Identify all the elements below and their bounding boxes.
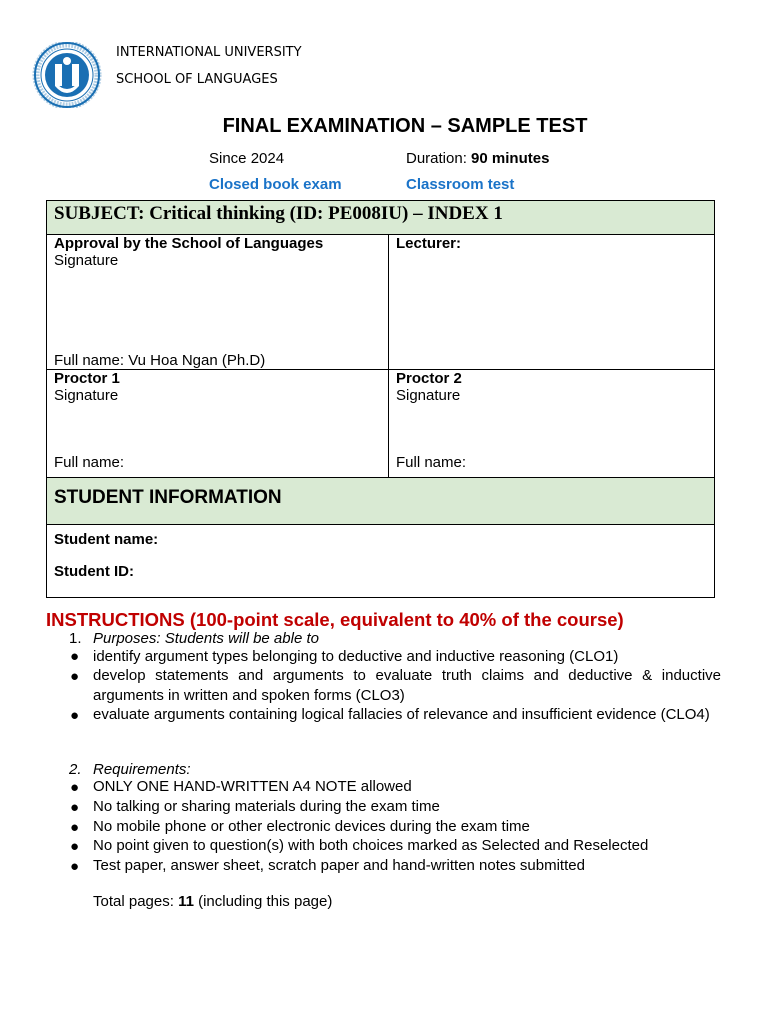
since-year: Since 2024 bbox=[209, 150, 285, 167]
purposes-label: Purposes: Students will be able to bbox=[93, 630, 319, 647]
instructions-title: INSTRUCTIONS (100-point scale, equivalent to 40% of the course) bbox=[46, 609, 624, 630]
total-pages-label: Total pages: bbox=[93, 893, 179, 910]
total-pages-value: 11 bbox=[178, 893, 194, 910]
total-pages bbox=[93, 892, 332, 912]
exam-type: Closed book exam bbox=[209, 176, 342, 193]
requirements-number: 2. bbox=[69, 761, 82, 778]
purposes-number: 1. bbox=[69, 630, 82, 647]
purpose-item: evaluate arguments containing logical fallacies of relevance and insufficient evidence (CLO4) bbox=[93, 706, 710, 723]
proctor1-heading: Proctor 1 bbox=[54, 370, 120, 387]
bullet-icon: ● bbox=[70, 668, 80, 685]
bullet-icon: ● bbox=[70, 819, 80, 836]
school-name: SCHOOL OF LANGUAGES bbox=[116, 72, 278, 87]
bullet-icon: ● bbox=[70, 779, 80, 796]
proctor2-signature: Signature bbox=[396, 387, 461, 404]
exam-info-table bbox=[46, 200, 715, 598]
duration bbox=[406, 150, 549, 167]
requirements-label: Requirements: bbox=[93, 761, 191, 778]
duration-label: Duration: bbox=[406, 150, 472, 167]
bullet-icon: ● bbox=[70, 707, 80, 724]
total-pages-suffix: (including this page) bbox=[193, 893, 333, 910]
proctor2-heading: Proctor 2 bbox=[396, 370, 462, 387]
lecturer-heading: Lecturer: bbox=[396, 235, 462, 252]
approval-heading: Approval by the School of Languages bbox=[54, 235, 324, 252]
proctor1-signature: Signature bbox=[54, 387, 119, 404]
exam-location: Classroom test bbox=[406, 176, 515, 193]
student-id-label: Student ID: bbox=[54, 563, 134, 580]
proctor1-fullname: Full name: bbox=[54, 454, 125, 471]
university-logo bbox=[32, 42, 102, 108]
bullet-icon: ● bbox=[70, 648, 80, 665]
approval-fullname: Full name: Vu Hoa Ngan (Ph.D) bbox=[54, 352, 266, 369]
proctor1-cell bbox=[47, 370, 389, 478]
approval-signature: Signature bbox=[54, 252, 119, 269]
bullet-icon: ● bbox=[70, 799, 80, 816]
requirement-item: No mobile phone or other electronic devices during the exam time bbox=[93, 818, 530, 835]
duration-value: 90 minutes bbox=[471, 150, 550, 167]
approval-cell bbox=[47, 235, 389, 370]
exam-title: FINAL EXAMINATION – SAMPLE TEST bbox=[222, 115, 588, 137]
requirement-item: ONLY ONE HAND-WRITTEN A4 NOTE allowed bbox=[93, 778, 412, 795]
student-name-label: Student name: bbox=[54, 531, 159, 548]
requirement-item: No talking or sharing materials during the exam time bbox=[93, 798, 440, 815]
student-info-cell bbox=[47, 525, 715, 598]
purpose-item: identify argument types belonging to deductive and inductive reasoning (CLO1) bbox=[93, 648, 619, 665]
purpose-item: develop statements and arguments to evaluate truth claims and deductive & inductive arguments in written and spoken forms (CLO3) bbox=[93, 667, 721, 704]
bullet-icon: ● bbox=[70, 858, 80, 875]
university-name: INTERNATIONAL UNIVERSITY bbox=[116, 45, 302, 60]
bullet-icon: ● bbox=[70, 838, 80, 855]
student-info-heading: STUDENT INFORMATION bbox=[47, 478, 715, 525]
proctor2-fullname: Full name: bbox=[396, 454, 467, 471]
requirement-item: No point given to question(s) with both choices marked as Selected and Reselected bbox=[93, 837, 649, 854]
subject-row: SUBJECT: Critical thinking (ID: PE008IU) – INDEX 1 bbox=[47, 201, 715, 235]
requirement-item: Test paper, answer sheet, scratch paper and hand-written notes submitted bbox=[93, 857, 585, 874]
lecturer-cell bbox=[389, 235, 715, 370]
proctor2-cell bbox=[389, 370, 715, 478]
